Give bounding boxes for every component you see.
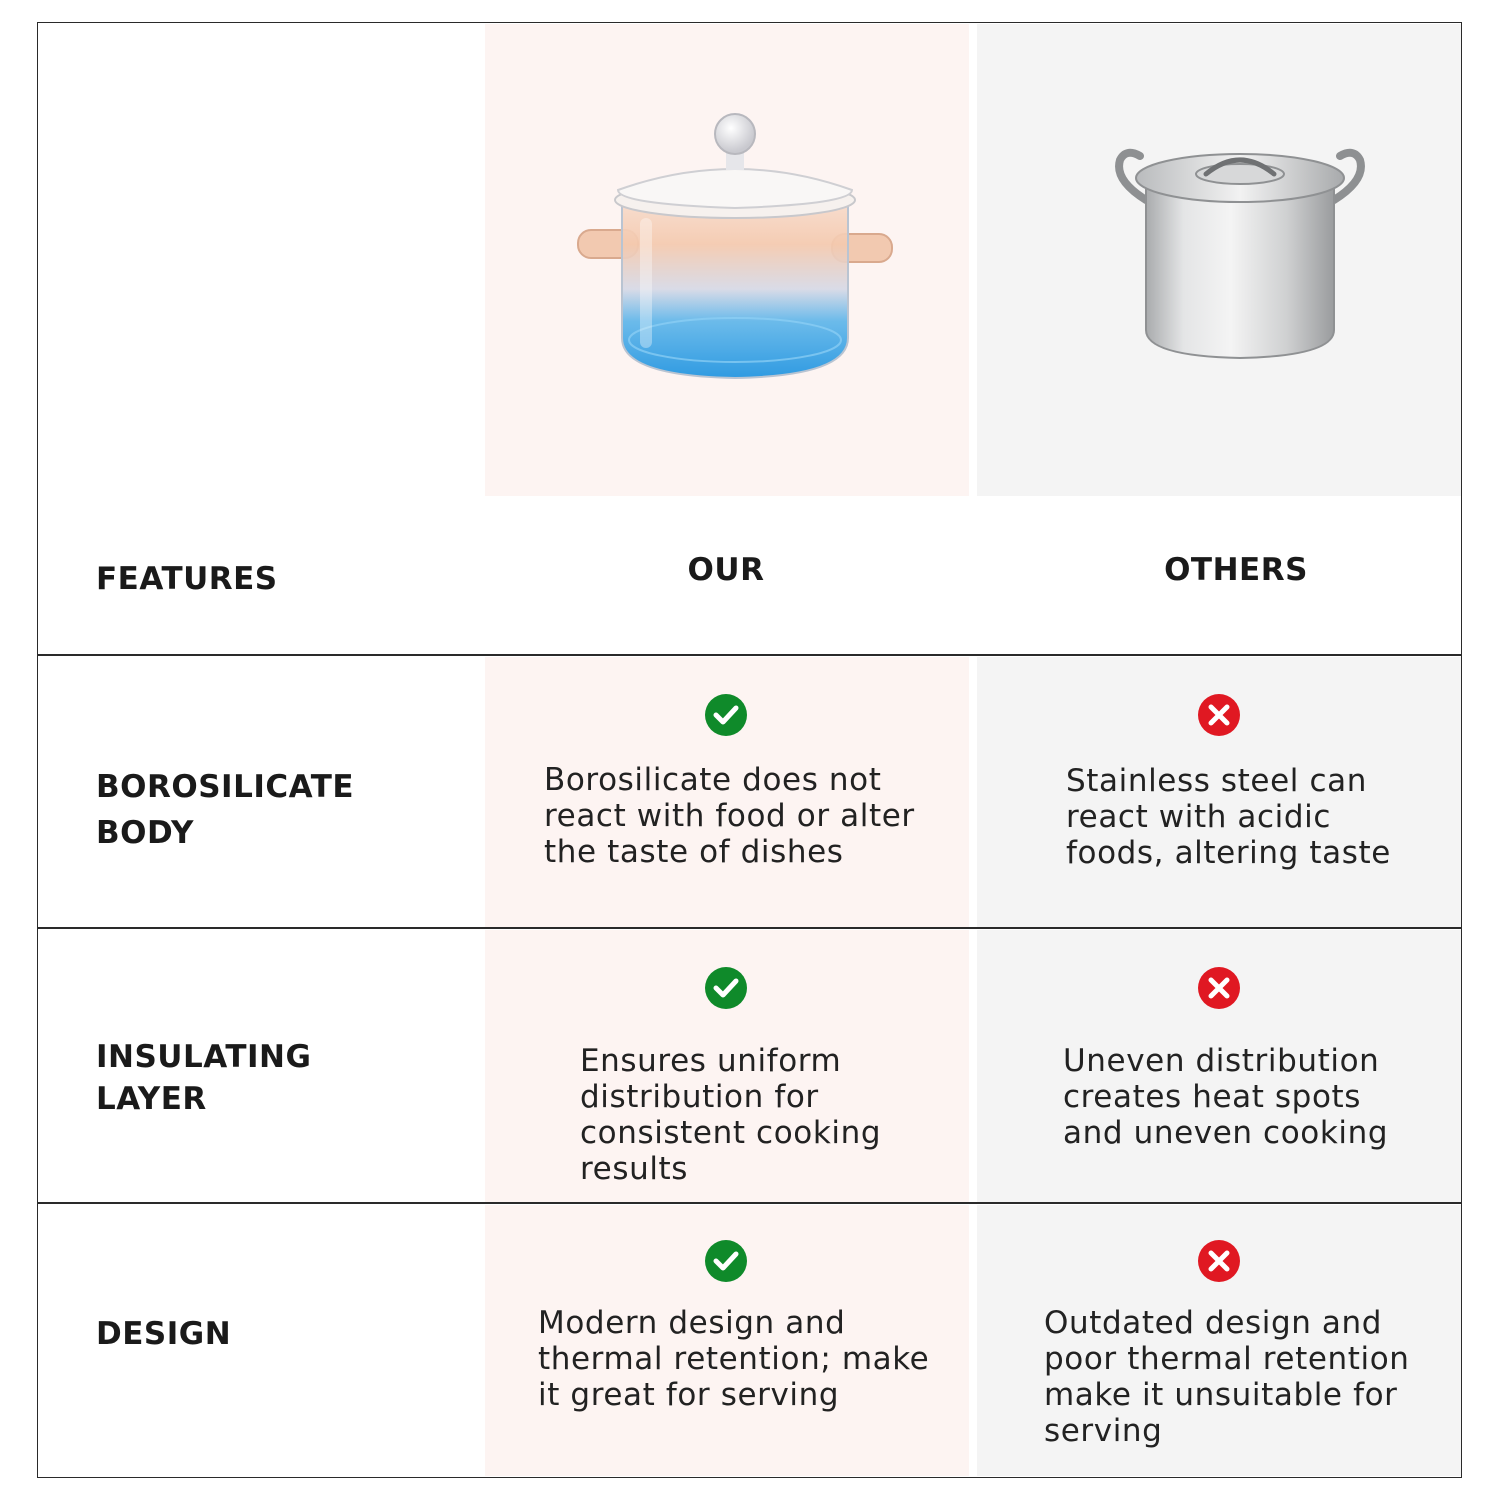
check-icon xyxy=(705,967,747,1009)
feature-label-design: DESIGN xyxy=(96,1316,232,1352)
row-divider xyxy=(37,927,1462,929)
check-icon xyxy=(705,1240,747,1282)
glass-pot-image xyxy=(570,108,900,388)
feature-label-insulating-layer: INSULATING LAYER xyxy=(96,1039,312,1117)
others-row-borosilicate-text: Stainless steel can react with acidic foods, altering taste xyxy=(1066,763,1391,871)
features-header-label: FEATURES xyxy=(96,561,278,597)
others-row-insulating-text: Uneven distribution creates heat spots and uneven cooking xyxy=(1063,1043,1389,1151)
others-row-design-text: Outdated design and poor thermal retention make it unsuitable for serving xyxy=(1044,1305,1410,1449)
steel-pot-image xyxy=(1110,140,1370,370)
our-column-header: OUR xyxy=(687,552,765,588)
our-row-insulating-text: Ensures uniform distribution for consistent cooking results xyxy=(580,1043,882,1187)
others-column-header: OTHERS xyxy=(1164,552,1308,588)
check-icon xyxy=(705,694,747,736)
feature-label-borosilicate: BOROSILICATE BODY xyxy=(96,769,355,851)
row-divider xyxy=(37,1202,1462,1204)
row-divider xyxy=(37,654,1462,656)
cross-icon xyxy=(1198,1240,1240,1282)
our-row-borosilicate-text: Borosilicate does not react with food or alter the taste of dishes xyxy=(544,762,915,870)
cross-icon xyxy=(1198,967,1240,1009)
our-row-design-text: Modern design and thermal retention; make it great for serving xyxy=(538,1305,930,1413)
cross-icon xyxy=(1198,694,1240,736)
